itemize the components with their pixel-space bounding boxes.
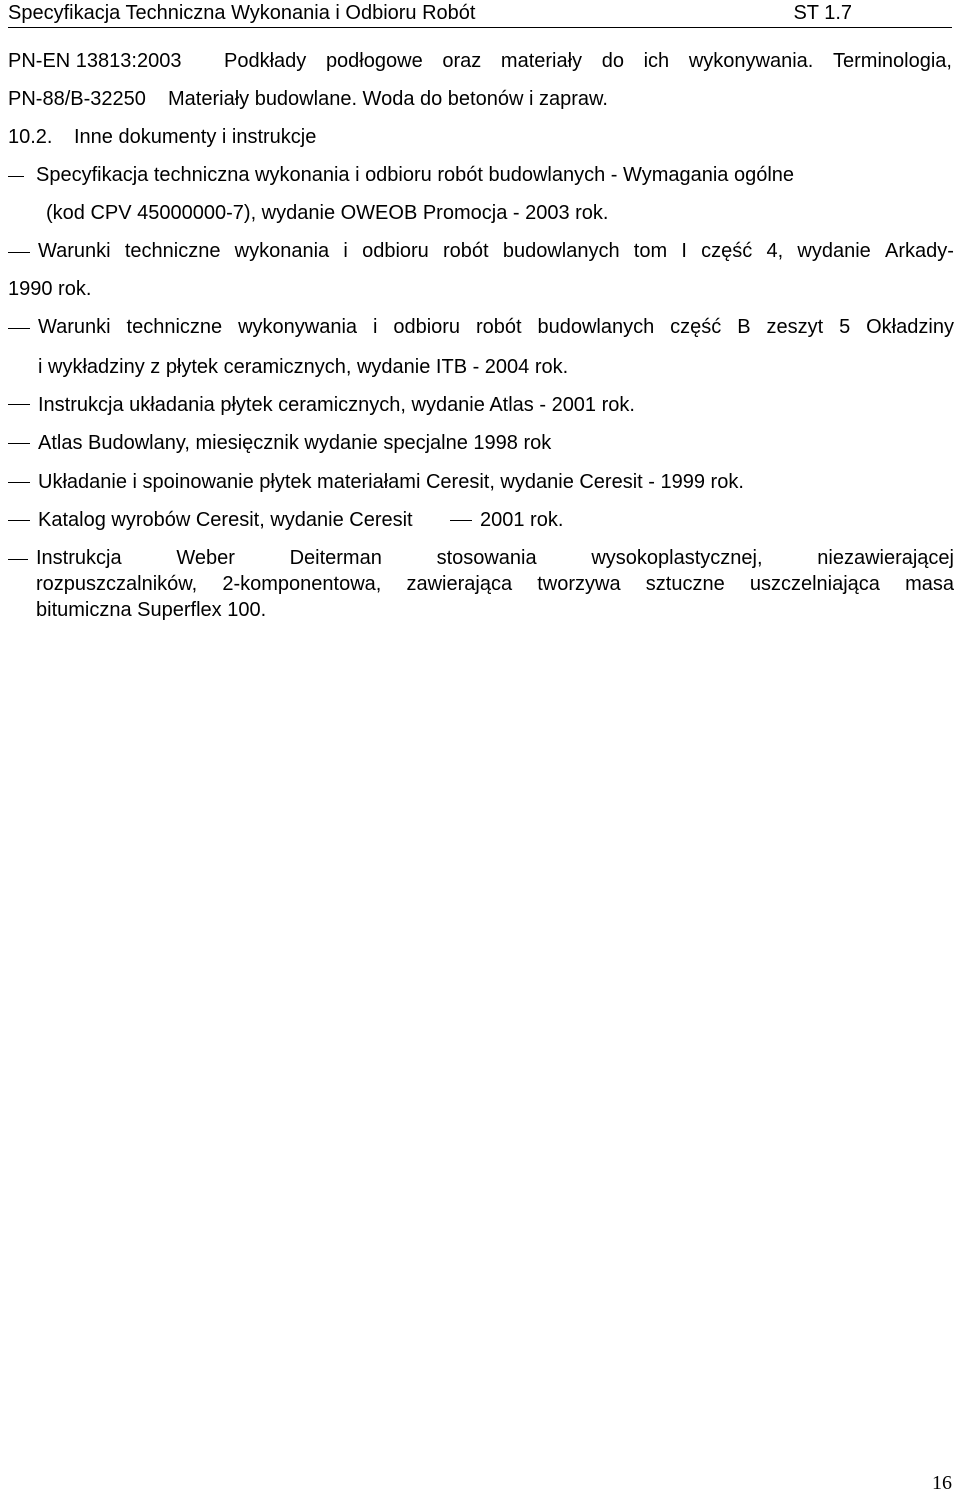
reference-item-2-line-2: 1990 rok. (8, 278, 92, 300)
dash-icon (8, 559, 28, 560)
dash-icon (8, 443, 30, 444)
norm-text-2: Materiały budowlane. Woda do betonów i zapraw. (168, 88, 608, 110)
reference-item-7-year: 2001 rok. (480, 509, 564, 531)
section-number: 10.2. (8, 126, 53, 148)
section-title: Inne dokumenty i instrukcje (74, 126, 317, 148)
reference-item-8-line-1: Instrukcja Weber Deiterman stosowania wysokoplastycznej, niezawierającej (36, 547, 954, 569)
reference-item-7-text: Katalog wyrobów Ceresit, wydanie Ceresit (38, 509, 413, 531)
norm-code-1: PN-EN 13813:2003 (8, 50, 182, 72)
dash-icon (8, 252, 30, 253)
reference-item-2-line-1: Warunki techniczne wykonania i odbioru robót budowlanych tom I część 4, wydanie Arkady- (38, 240, 954, 262)
norm-text-1: Podkłady podłogowe oraz materiały do ich wykonywania. Terminologia, (224, 50, 952, 72)
dash-icon (8, 176, 24, 177)
reference-item-5: Atlas Budowlany, miesięcznik wydanie specjalne 1998 rok (38, 432, 552, 454)
reference-item-4: Instrukcja układania płytek ceramicznych, wydanie Atlas - 2001 rok. (38, 394, 635, 416)
reference-item-1-line-2: (kod CPV 45000000-7), wydanie OWEOB Promocja - 2003 rok. (46, 202, 609, 224)
reference-item-1-line-1: Specyfikacja techniczna wykonania i odbioru robót budowlanych - Wymagania ogólne (36, 164, 795, 186)
reference-item-8-line-3: bitumiczna Superflex 100. (36, 599, 267, 621)
reference-item-8-line-2: rozpuszczalników, 2-komponentowa, zawierająca tworzywa sztuczne uszczelniająca masa (36, 573, 954, 595)
reference-item-3-line-1: Warunki techniczne wykonywania i odbioru robót budowlanych część B zeszyt 5 Okładziny (38, 316, 954, 338)
reference-item-3-line-2: i wykładziny z płytek ceramicznych, wydanie ITB - 2004 rok. (38, 356, 569, 378)
dash-icon (8, 482, 30, 483)
dash-icon (8, 404, 30, 405)
page-number: 16 (932, 1472, 952, 1494)
header-title: Specyfikacja Techniczna Wykonania i Odbioru Robót (8, 2, 476, 24)
dash-icon (8, 520, 30, 521)
dash-icon (450, 520, 472, 521)
header-code: ST 1.7 (793, 2, 852, 24)
reference-item-6: Układanie i spoinowanie płytek materiałami Ceresit, wydanie Ceresit - 1999 rok. (38, 471, 744, 493)
page-header (8, 0, 952, 28)
dash-icon (8, 328, 30, 329)
norm-code-2: PN-88/B-32250 (8, 88, 146, 110)
